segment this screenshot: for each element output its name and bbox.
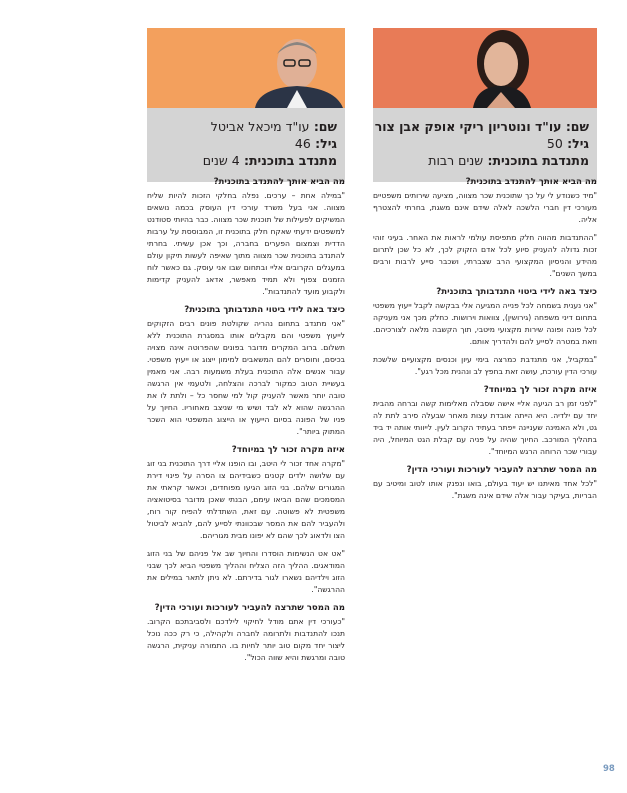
section-paragraph: "במילה אחת – ערכים. נפלה בחלקי הזכות להיות שליח מצווה. אני בעל משרד עורכי דין העוסק בכמה נושאים המשיקים לפעילות של תוכנית שכר מצווה. כבר בהיותי סטודנט למשפטים ידעתי שאקח חלק בתוכנית זו, המבוססת על ערבות הדדית וצמצום הפערים בחברה, וכך אכן עשיתי. בחרתי להתנדב בתוכנית שכר מצווה מתוך שאיפה לעשות תיקון עולם במעגלים הקרובים אליי ובתחום שבו אני עוסק. גם כאשר לוח הזמנים צפוף ולא תמיד מאפשר, אדאג להעניק קדימות ולקבוע מועד להתנדבות". — [147, 191, 345, 296]
section-question: איזה מקרה זכור לך במיוחד? — [483, 385, 597, 395]
interview-section — [147, 304, 345, 438]
section-question: מה המסר שתרצה להעביר לעורכות ועורכי הדין? — [154, 603, 345, 613]
left-age-line — [155, 135, 337, 152]
section-paragraph: "מיד כשנודע לי על כך שתוכנית שכר מצווה, מציעה שירותים משפטיים מעורכי דין חברי הלשכה לאלה שידם אינם משגת, בחרתי להצטרף אליה. — [373, 191, 597, 224]
interview-section — [373, 464, 597, 502]
left-name-line — [155, 118, 337, 135]
age-value: 46 — [294, 136, 311, 151]
interview-section — [147, 602, 345, 664]
name-label: שם: — [565, 119, 589, 134]
interview-section — [373, 286, 597, 378]
age-value: 50 — [546, 136, 563, 151]
right-age-line — [381, 135, 589, 152]
tenure-value: שנים רבות — [428, 153, 484, 168]
left-profile-photo — [147, 28, 345, 108]
right-profile-card — [373, 28, 597, 182]
interview-section — [147, 444, 345, 596]
section-paragraph: "ההתנדבות מהווה חלק מתפיסת עולמי לראות את האחר. בעיני זוהי זכות גדולה להעניק סיוע לכל אדם הזקוק לכך, לא כל שכן לתרום מהידע והניסיון המקצועי הרב שצברתי, ושכבר סייע לרבות ורבים במשך השנים". — [373, 233, 597, 278]
right-profile-photo — [373, 28, 597, 108]
section-paragraph: "לכל אחד מאיתנו יש יעוד בעולם, בואו ונפנק אותו לטוב ומיטיב עם הבריות, בעיקר עבור אלה שידם אינה משגת". — [373, 479, 597, 500]
left-profile-card — [147, 28, 345, 182]
section-paragraph: "אני מתנדב בתחום נהריה שקולטת פונים רבים הזקוקים לייעוץ משפטי והם מקבלים אותו במסגרת התוכנית ללא תשלום. ברוב המקרים מדובר בפונים שהפרוטה אינה מצויה בכיסם, וחוסרים להם המשאבים למימון ייצוג או ייעוץ משפטי. עבור אנשים אלה התוכנית בעלת משמעות רבה. אני מאמין בעשיית הטוב כמקור לברכה והצלחה, ולטעמי אין הרגשה טובה יותר מאשר להעניק קול למי שחסר כל – ולתת לו את ההרגשה שהוא לא לבד ושיש מי שניצב מאחוריו. החיוך על פניו של הפונה בסיום הייעוץ או הייצוג המשפטי הוא השכר המתוק ביותר". — [147, 319, 345, 436]
interview-section — [373, 384, 597, 458]
section-paragraph: "כעורכי דין אתם מודל לחיקוי לילדכם ולסביבתכם הקרוב. תנכו להתנדבות ולתרומה לחברה ולקהילה, כי רק ככה נוכל ליצור יחד מקום טוב יותר לחיות בו. התמורה עניקית, הרגשה טובה ומרגשת והיא שווה הכול". — [147, 617, 345, 662]
section-question: מה הביא אותך להתנדב בתוכנית? — [465, 177, 597, 187]
woman-portrait-icon — [373, 28, 597, 108]
tenure-value: 4 שנים — [202, 153, 240, 168]
right-interview-text — [373, 170, 597, 508]
name-label: שם: — [313, 119, 337, 134]
section-paragraph: "במקביל, אני מתנדבת כמרצה בימי עיון וכנסים מקצועיים שלשכת עורכי הדין עורכת, עושה זאת בחפץ לב ונהנית מכל רגע". — [373, 355, 597, 376]
section-question: מה המסר שתרצה להעביר לעורכות ועורכי הדין? — [406, 465, 597, 475]
tenure-label: מתנדב בתוכנית: — [244, 153, 337, 168]
section-question: איזה מקרה זכור לך במיוחד? — [231, 445, 345, 455]
section-question: כיצד באה לידי ביטוי התנדבותך בתוכנית? — [184, 305, 345, 315]
section-question: כיצד באה לידי ביטוי התנדבותך בתוכנית? — [436, 287, 597, 297]
section-paragraph: "מקרה אחד זכור לי היטב, ובו הופנו אליי דרך התוכנית בני זוג עם שלושה ילדים קטנים כשבידיהם צו הסרה על פינוי דירת המגורים שלהם. בני הזוג הגיעו מפוחדים, וכאשר קראתי את המסמכים שהם הביאו עימם, הבנתי שאכן מדובר בסיטואציה משפטית לא פשוטה. עם זאת, השתדלתי להפיח קור רוח, ולהעביר להם את המסר שבכוונתי לסייע להם, להביא לביטול הצו ולדאוג לכך שהם לא יפונו מבית מגוריהם. — [147, 459, 345, 540]
page-number: 98 — [603, 764, 615, 774]
section-paragraph: "לפני זמן רב הגיעה אליי אישה שסבלה מאלימות קשה וברחה מהבית יחד עם ילדיה. היא הייתה אובדת עצות מאחר שבעלה סירב לתת לה גט, ולא האמינה שעניינה ייפתר בעתיד הקרוב לעין. לייוותי אותה יד ביד בתהליך המורכב. החיוך שהיה על פניה עם קבלת הגט המיוחל, היה עבורי שכר הרוחה הרגש המיוחד". — [373, 399, 597, 456]
name-value: עו"ד מיכאל אביטל — [210, 119, 310, 134]
section-question: מה הביא אותך להתנדב בתוכנית? — [213, 177, 345, 187]
interview-section — [373, 176, 597, 280]
right-tenure-line — [381, 152, 589, 169]
tenure-label: מתנדבת בתוכנית: — [487, 153, 589, 168]
name-value: עו"ד ונוטריון ריקי אופק אבן צור — [374, 119, 562, 134]
left-interview-text — [147, 170, 345, 670]
section-paragraph: "אט אט הנשימות הוסדרו והחיוך שב אל פניהם של בני הזוג המודאגים. ההליך הזה הצליח וההליך משפטי הביא לכך שבני הזוג וילדיהם נשארו לגור בדירתם. לא ניתן לתאר במילים את ההרגשה". — [147, 549, 345, 594]
age-label: גיל: — [315, 136, 337, 151]
left-tenure-line — [155, 152, 337, 169]
man-portrait-icon — [147, 28, 345, 108]
right-name-line — [374, 118, 589, 135]
interview-section — [147, 176, 345, 298]
age-label: גיל: — [567, 136, 589, 151]
section-paragraph: "אני נענית בשמחה לכל פנייה המגיעה אלי בבקשה לקבל ייעוץ משפטי בתחום דיני משפחה (גירושין), צוואות וירושות. כחלק מכך אני מעניקה לכל פונה ופונה שירות מקצועי מיטבי, תוך הקשבה מלאה לצורכיהם. וזאת במטרה לסייע להם ולהדריך אותם. — [373, 301, 597, 346]
